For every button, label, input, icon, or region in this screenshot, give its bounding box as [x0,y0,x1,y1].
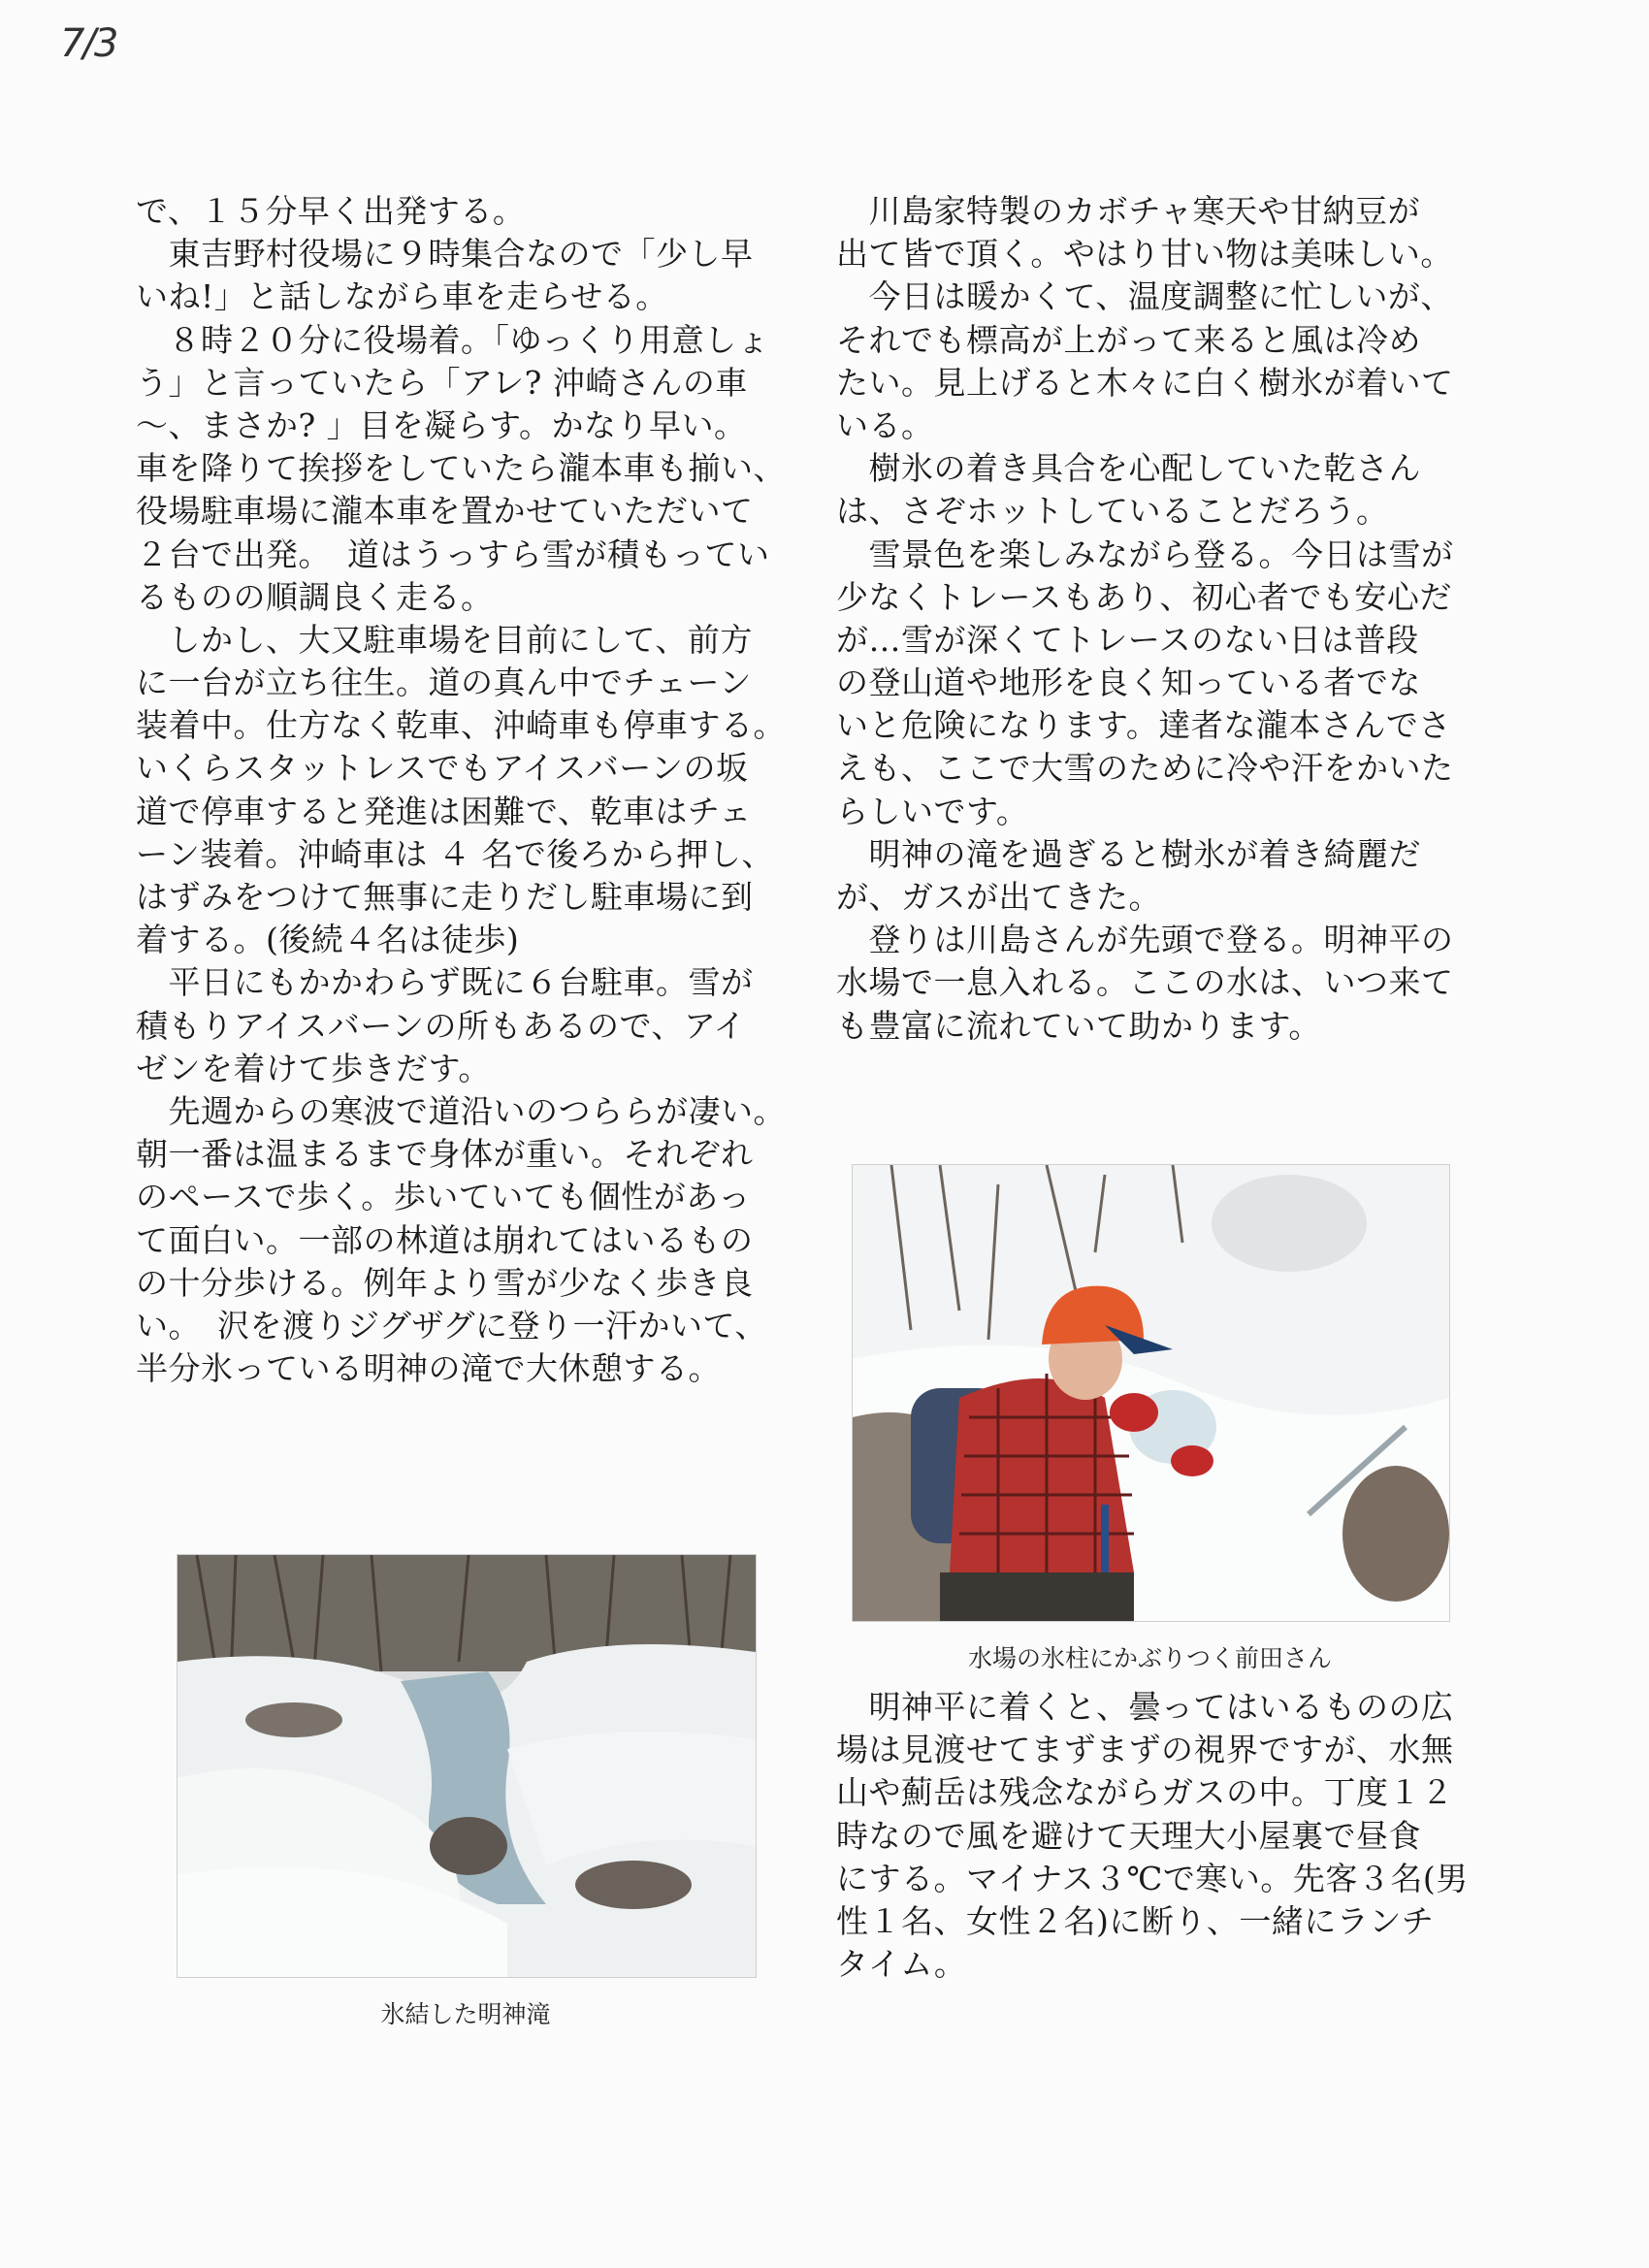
right-column-line: 明神平に着くと、曇ってはいるものの広 [836,1688,1454,1726]
left-column-line: 役場駐車場に瀧本車を置かせていただいて [136,492,754,531]
right-column-line: えも、ここで大雪のために冷や汗をかいた [836,749,1454,788]
left-column-line: 積もりアイスバーンの所もあるので、アイ [136,1006,746,1045]
left-column-line: 朝一番は温まるまで身体が重い。それぞれ [136,1135,754,1174]
left-column-line: 平日にもかかわらず既に６台駐車。雪が [136,963,754,1002]
left-column-line: 半分氷っている明神の滝で大休憩する。 [136,1349,721,1388]
right-column-line: 山や薊岳は残念ながらガスの中。丁度１２ [836,1773,1454,1812]
right-column-line: 今日は暖かくて、温度調整に忙しいが、 [836,277,1453,316]
right-column-line: タイム。 [836,1945,967,1984]
left-column-line: のペースで歩く。歩いていても個性があっ [136,1178,751,1216]
left-column-line: ～、まさか? 」目を凝らす。かなり早い。 [136,405,747,444]
frozen-waterfall-photo [177,1554,757,1978]
right-column-line: それでも標高が上がって来ると風は冷め [836,320,1421,359]
left-column-line: に一台が立ち往生。道の真ん中でチェーン [136,664,752,702]
left-column-line: 装着中。仕方なく乾車、沖崎車も停車する。 [136,706,786,745]
left-column-line: 先週からの寒波で道沿いのつららが凄い。 [136,1091,786,1130]
left-column-line: ーン装着。沖崎車は ４ 名で後ろから押し、 [136,834,774,873]
right-column-line: 場は見渡せてまずまずの視界ですが、水無 [836,1731,1454,1769]
left-column-line: ２台で出発。 道はうっすら雪が積もってい [136,535,770,573]
left-text-column [136,190,786,1390]
right-column-line: 水場で一息入れる。ここの水は、いつ来て [836,963,1454,1002]
right-column-line: も豊富に流れていて助かります。 [836,1006,1321,1045]
right-column-line: 樹氷の着き具合を心配していた乾さん [836,449,1421,488]
left-column-line: いね!」と話しながら車を走らせる。 [136,277,668,316]
right-column-line: らしいです。 [836,792,1029,830]
left-column-line: 着する。(後続４名は徒歩) [136,921,520,959]
right-column-line: 時なので風を避けて天理大小屋裏で昼食 [836,1816,1421,1855]
right-column-line: いと危険になります。達者な瀧本さんでさ [836,706,1451,745]
left-column-line: いくらスタットレスでもアイスバーンの坂 [136,749,749,788]
left-column-line: しかし、大又駐車場を目前にして、前方 [136,620,753,659]
right-column-line: にする。マイナス３℃で寒い。先客３名(男 [836,1859,1469,1897]
right-column-line: 雪景色を楽しみながら登る。今日は雪が [836,535,1454,573]
left-column-line: て面白い。一部の林道は崩れてはいるもの [136,1220,754,1259]
left-column-line: う」と言っていたら「アレ? 沖崎さんの車 [136,363,748,402]
left-column-line: はずみをつけて無事に走りだし駐車場に到 [136,878,754,916]
man-at-water-source-photo [852,1164,1450,1622]
left-column-line: 東吉野村役場に９時集合なので「少し早 [136,235,754,274]
left-column-line: 道で停車すると発進は困難で、乾車はチェ [136,792,752,830]
right-column-line: が、ガスが出てきた。 [836,878,1161,916]
man-photo-caption: 水場の氷柱にかぶりつく前田さん [967,1644,1332,1672]
right-column-line: は、さぞホットしていることだろう。 [836,492,1389,531]
page-number: 7/3 [60,21,117,66]
left-column-line: い。 沢を渡りジグザグに登り一汗かいて、 [136,1306,767,1345]
right-column-line: 少なくトレースもあり、初心者でも安心だ [836,577,1452,616]
right-text-column-top [836,190,1465,1048]
left-column-line: 車を降りて挨拶をしていたら瀧本車も揃い、 [136,449,786,488]
right-column-line: が…雪が深くてトレースのない日は普段 [836,620,1419,659]
right-text-column-bottom [836,1686,1469,1986]
right-column-line: 登りは川島さんが先頭で登る。明神平の [836,921,1454,959]
right-column-line: いる。 [836,405,934,444]
left-column-line: ゼンを着けて歩きだす。 [136,1049,491,1087]
right-column-line: たい。見上げると木々に白く樹氷が着いて [836,363,1454,402]
left-column-line: の十分歩ける。例年より雪が少なく歩き良 [136,1263,754,1302]
left-column-line: で、１５分早く出発する。 [136,192,526,230]
waterfall-caption: 氷結した明神滝 [380,2000,551,2028]
right-column-line: 性１名、女性２名)に断り、一緒にランチ [836,1901,1435,1940]
right-column-line: 明神の滝を過ぎると樹氷が着き綺麗だ [836,834,1421,873]
left-column-line: ８時２０分に役場着。「ゆっくり用意しょ [136,320,770,359]
right-column-line: 出て皆で頂く。やはり甘い物は美味しい。 [836,235,1453,274]
right-column-line: 川島家特製のカボチャ寒天や甘納豆が [836,192,1421,230]
left-column-line: るものの順調良く走る。 [136,577,494,616]
right-column-line: の登山道や地形を良く知っている者でな [836,664,1421,702]
